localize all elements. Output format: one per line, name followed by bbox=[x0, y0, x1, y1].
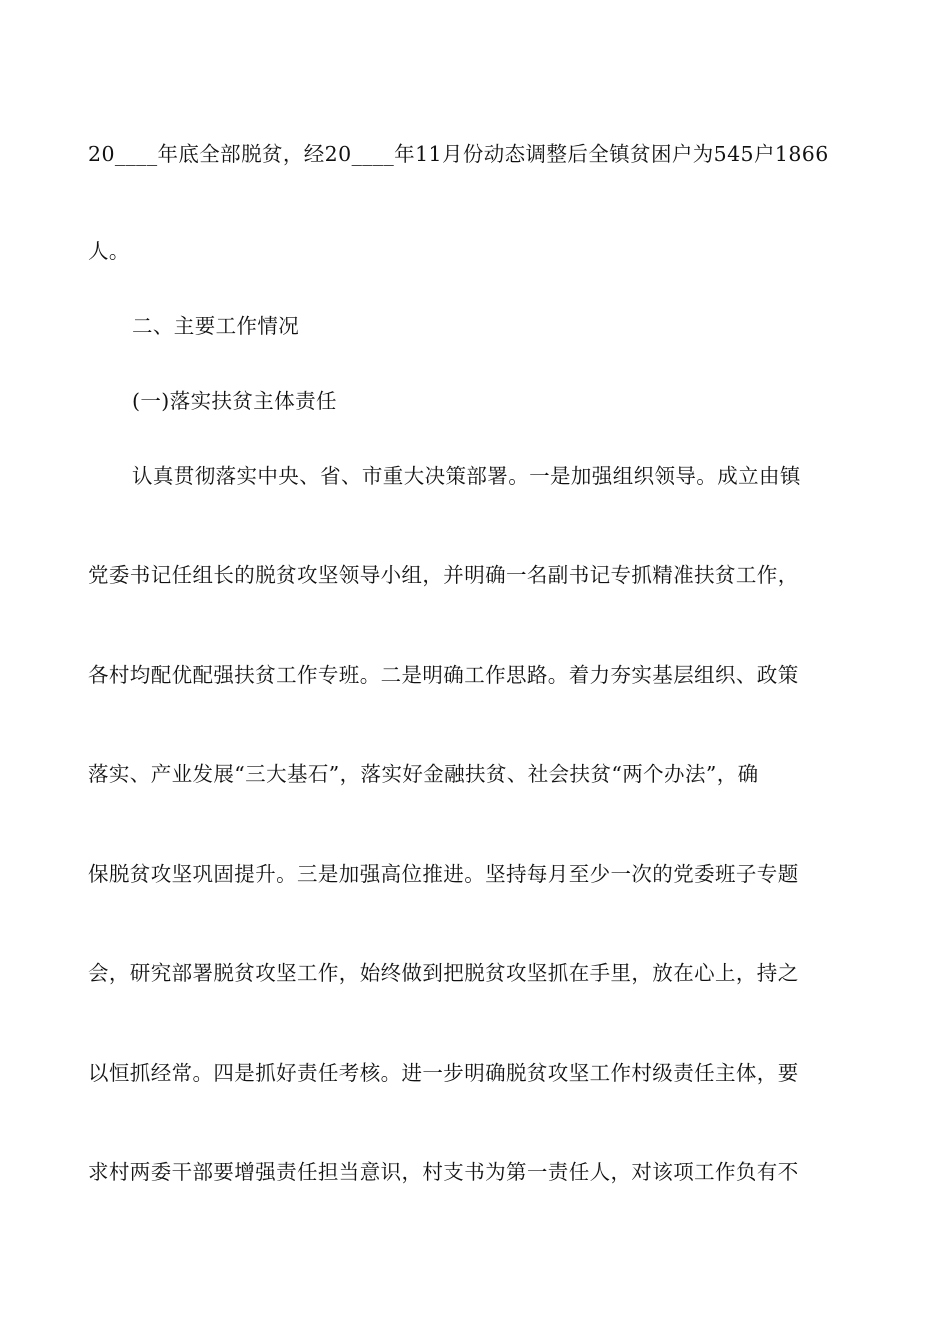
subsection-heading: (一)落实扶贫主体责任 bbox=[132, 389, 337, 413]
paragraph-line-1: 认真贯彻落实中央、省、市重大决策部署。一是加强组织领导。成立由镇 bbox=[132, 464, 801, 488]
paragraph-line-7: 以恒抓经常。四是抓好责任考核。进一步明确脱贫攻坚工作村级责任主体，要 bbox=[88, 1061, 799, 1085]
text-line-2: 人。 bbox=[88, 239, 130, 263]
paragraph-line-5: 保脱贫攻坚巩固提升。三是加强高位推进。坚持每月至少一次的党委班子专题 bbox=[88, 862, 799, 886]
paragraph-line-8: 求村两委干部要增强责任担当意识，村支书为第一责任人，对该项工作负有不 bbox=[88, 1160, 799, 1184]
paragraph-line-4: 落实、产业发展“三大基石”，落实好金融扶贫、社会扶贫“两个办法”，确 bbox=[88, 762, 759, 786]
section-heading: 二、主要工作情况 bbox=[132, 314, 300, 338]
paragraph-line-3: 各村均配优配强扶贫工作专班。二是明确工作思路。着力夯实基层组织、政策 bbox=[88, 663, 799, 687]
text-line-1: 20____年底全部脱贫，经20____年11月份动态调整后全镇贫困户为545户1866 bbox=[88, 142, 829, 166]
paragraph-line-2: 党委书记任组长的脱贫攻坚领导小组，并明确一名副书记专抓精准扶贫工作， bbox=[88, 563, 799, 587]
paragraph-line-6: 会，研究部署脱贫攻坚工作，始终做到把脱贫攻坚抓在手里，放在心上，持之 bbox=[88, 961, 799, 985]
